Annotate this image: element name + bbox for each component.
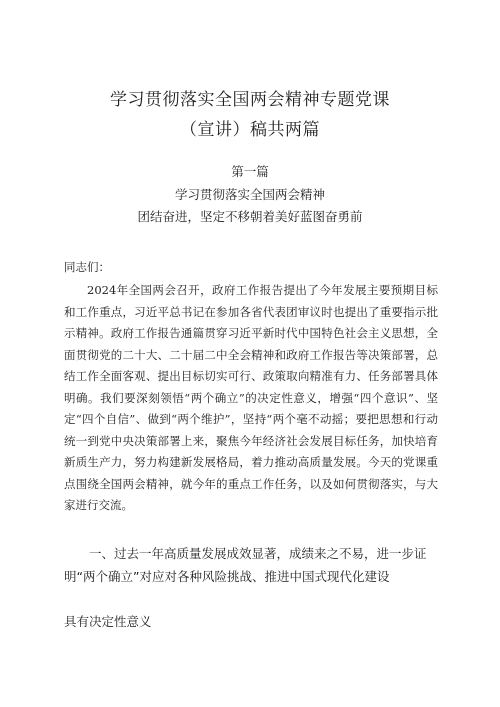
subtitle-line-1: 学习贯彻落实全国两会精神 (174, 187, 325, 202)
salutation: 同志们： (64, 260, 110, 274)
part-label: 第一篇 (231, 164, 269, 179)
section-heading-1: 一、过去一年高质量发展成效显著，成绩来之不易，进一步证明“两个确立”对应对各种风险挑战、推进中国式现代化建设 (64, 546, 427, 584)
section-heading-1-continuation: 具有决定性意义 (64, 614, 152, 629)
document-title-line-2: （宣讲）稿共两篇 (180, 120, 320, 140)
document-title-line-1: 学习贯彻落实全国两会精神专题党课 (110, 90, 390, 110)
body-paragraph: 2024年全国两会召开，政府工作报告提出了今年发展主要预期目标和工作重点，习近平总书记在参加各省代表团审议时也提出了重要指示批示精神。政府工作报告通篇贯穿习近平新时代中国特色社会主义思想，全面贯彻党的二十大、二十届二中全会精神和政府工作报告等决策部署，总结工作全面客观、提出目标切实可行、政策取向精准有力、任务部署具体明确。我们要深刻领悟“两个确立”的决定性意义，增强“四个意识”、坚定“四个自信”、做到“两个维护”，坚持“两个毫不动摇；要把思想和行动统一到党中央决策部署上来，聚焦今年经济社会发展目标任务，加快培育新质生产力，努力构建新发展格局，着力推动高质量发展。今天的党课重点围绕全国两会精神，就今年的重点工作任务，以及如何贯彻落实，与大家进行交流。 (64, 283, 438, 512)
subtitle-line-2: 团结奋进，坚定不移朝着美好蓝图奋勇前 (137, 209, 363, 224)
